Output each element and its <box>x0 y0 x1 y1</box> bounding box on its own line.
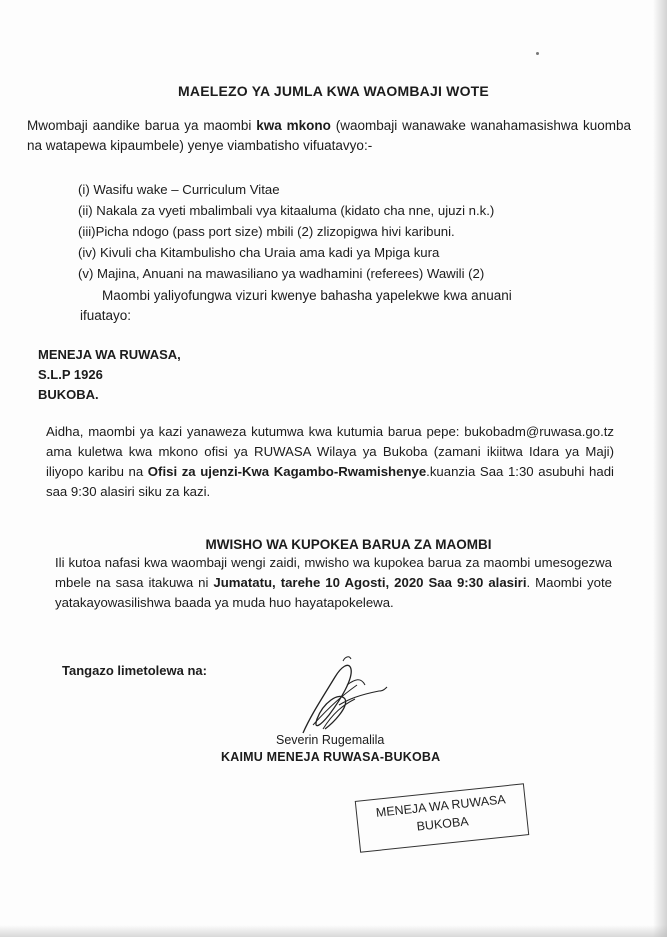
stamp-line: MENEJA WA RUWASA <box>375 792 507 820</box>
signatory-name: Severin Rugemalila <box>276 733 385 747</box>
intro-paragraph <box>27 116 631 156</box>
office-stamp <box>355 783 530 852</box>
address-line: S.L.P 1926 <box>38 367 103 382</box>
signatory-title: KAIMU MENEJA RUWASA-BUKOBA <box>221 750 441 764</box>
send-instructions-line1: Maombi yaliyofungwa vizuri kwenye bahasha yapelekwe kwa anuani <box>102 288 512 303</box>
office-location: Ofisi za ujenzi-Kwa Kagambo-Rwamishenye <box>147 464 427 479</box>
intro-text-end: (waombaji wanawake wanahamasishwa kuomba na watapewa kipaumbele) yenye viambatisho vifuatavyo:- <box>27 118 631 153</box>
deadline-date: Jumatatu, tarehe 10 Agosti, 2020 Saa 9:30 alasiri <box>213 575 527 590</box>
list-item: (i) Wasifu wake – Curriculum Vitae <box>78 182 280 197</box>
scan-speck <box>536 52 539 55</box>
intro-bold: kwa mkono <box>256 118 331 133</box>
page-edge-shadow <box>653 0 667 937</box>
postal-address <box>38 345 181 405</box>
deadline-text: Ili kutoa nafasi kwa waombaji wengi zaidi, mwisho wa kupokea barua za maombi umesogezwa mbele na sasa itakuwa ni <box>55 555 612 590</box>
requirements-list <box>78 179 598 284</box>
list-item: (ii) Nakala za vyeti mbalimbali vya kitaaluma (kidato cha nne, ujuzi n.k.) <box>78 203 495 218</box>
document-title: MAELEZO YA JUMLA KWA WAOMBAJI WOTE <box>178 83 489 99</box>
list-item: (iv) Kivuli cha Kitambulisho cha Uraia ama kadi ya Mpiga kura <box>78 245 440 260</box>
page-bottom-shadow <box>0 925 667 937</box>
deadline-text-end: . Maombi yote yatakayowasilishwa baada ya muda huo hayatapokelewa. <box>55 575 612 610</box>
list-item: (v) Majina, Anuani na mawasiliano ya wadhamini (referees) Wawili (2) <box>78 266 485 281</box>
stamp-line: BUKOBA <box>415 814 470 834</box>
deadline-paragraph <box>55 553 612 613</box>
address-line: BUKOBA. <box>38 387 99 402</box>
send-instructions-line2: ifuatayo: <box>80 308 132 323</box>
address-line: MENEJA WA RUWASA, <box>38 347 181 362</box>
email-text: Aidha, maombi ya kazi yanaweza kutumwa kwa kutumia barua pepe: bukobadm@ruwasa.go.tz ama kuletwa kwa mkono ofisi ya RUWASA Wilaya ya Bukoba (zamani ikiitwa Idara ya Maji) iliyopo karibu na <box>46 424 614 479</box>
issued-by-label: Tangazo limetolewa na: <box>62 663 207 678</box>
handwritten-signature <box>283 655 393 740</box>
send-instructions <box>80 286 600 326</box>
intro-text: Mwombaji aandike barua ya maombi <box>27 118 257 133</box>
deadline-heading: MWISHO WA KUPOKEA BARUA ZA MAOMBI <box>205 537 492 552</box>
office-hours: .kuanzia Saa 1:30 asubuhi hadi saa 9:30 alasiri siku za kazi. <box>46 464 614 499</box>
email-paragraph <box>46 422 614 502</box>
list-item: (iii)Picha ndogo (pass port size) mbili (2) zlizopigwa hivi karibuni. <box>78 224 455 239</box>
